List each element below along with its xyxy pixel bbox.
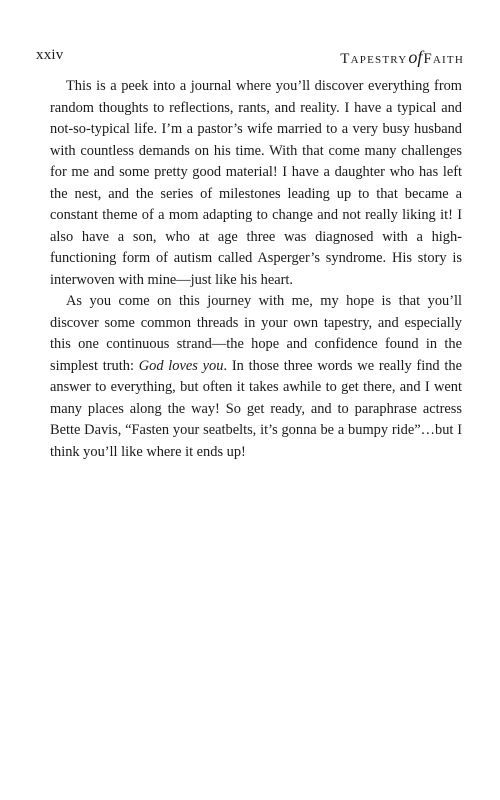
running-head-title-first: Tapestry <box>340 51 408 67</box>
running-head-of: of <box>408 47 423 67</box>
paragraph-2-text-before: As you come on this journey with me, my hope is that you’ll discover some common threads in your own tapestry, and especially this one continuous strand—the hope and confidence found in the simplest truth: <box>50 293 462 374</box>
running-head-title-second: Faith <box>423 51 464 67</box>
running-head <box>340 47 464 68</box>
paragraph-1: This is a peek into a journal where you’ll discover everything from random thoughts to reflections, rants, and reality. I have a typical and not-so-typical life. I’m a pastor’s wife married to a very busy husband with countless demands on his time. With that come many challenges for me and some pretty good material! I have a daughter who has left the nest, and the series of milestones leading up to that became a constant theme of a mom adapting to change and not really liking it! I also have a son, who at age three was diagnosed with a high-functioning form of autism called Asperger’s syndrome. His story is interwoven with mine—just like his heart. <box>50 78 462 288</box>
paragraph-2-text-after: . In those three words we really find the answer to everything, but often it takes awhile to get there, and I went many places along the way! So get ready, and to paraphrase actress Bette Davis, “Fasten your seatbelts, it’s gonna be a bumpy ride”…but I think you’ll like where it ends up! <box>50 357 462 460</box>
paragraph-2-emphasis: God loves you <box>138 357 224 374</box>
page-number: xxiv <box>36 47 64 63</box>
body-text <box>50 76 462 463</box>
paragraph-2 <box>50 291 462 463</box>
